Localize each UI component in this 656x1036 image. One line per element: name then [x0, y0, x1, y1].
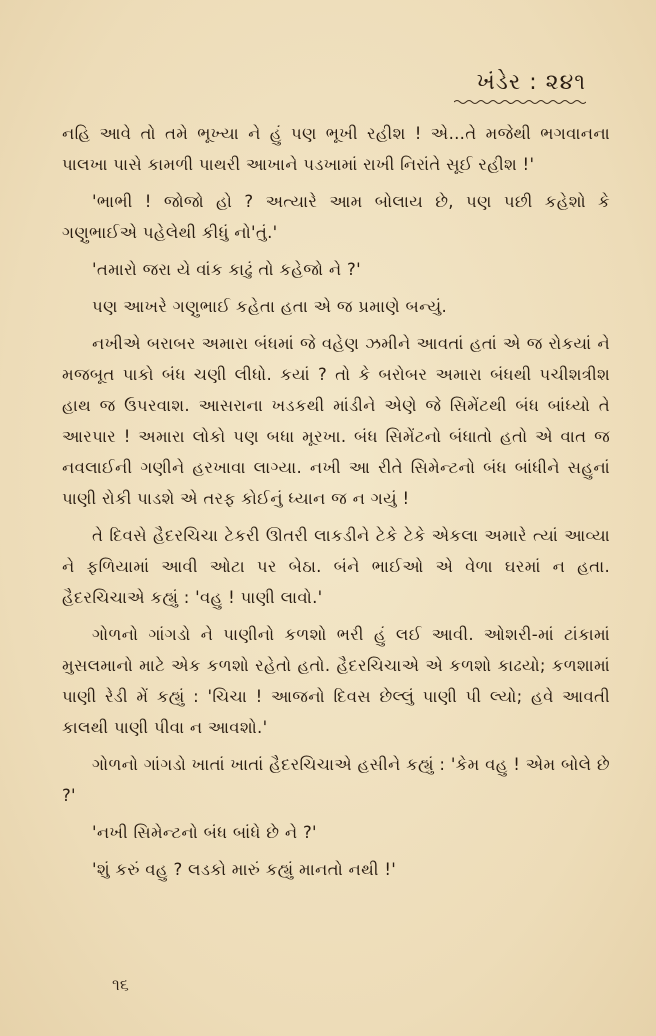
- paragraph: નહિ આવે તો તમે ભૂખ્યા ને હું પણ ભૂખી રહીશ ! એ…તે મજેથી ભગવાનના પાલખા પાસે કામળી પાથરી આખાને પડખામાં રાખી નિરાંતે સૂઈ રહીશ !': [62, 124, 610, 174]
- decorative-wavy-underline: [454, 99, 586, 105]
- paragraph: ગોળનો ગાંગડો ને પાણીનો કળશો ભરી હું લઈ આવી. ઓશરી-માં ટાંકામાં મુસલમાનો માટે એક કળશો રહેતો હતો. હૈદરચિચાએ એ કળશો કાઢયો; કળશામાં પાણી રેડી મેં કહ્યું : 'ચિચા ! આજનો દિવસ છેલ્લું પાણી પી લ્યો; હવે આવતી કાલથી પાણી પીવા ન આવશો.': [62, 625, 610, 737]
- paragraph: તે દિવસે હૈદરચિચા ટેકરી ઊતરી લાકડીને ટેકે ટેકે એકલા અમારે ત્યાં આવ્યા ને ફળિયામાં આવી ઓટા પર બેઠા. બંને ભાઈઓ એ વેળા ઘરમાં ન હતા. હૈદરચિચાએ કહ્યું : 'વહુ ! પાણી લાવો.': [62, 526, 610, 607]
- paragraph: 'તમારો જરા યે વાંક કાઢું તો કહેજો ને ?': [92, 260, 361, 279]
- running-header: [454, 70, 586, 105]
- body-text: [62, 118, 610, 891]
- paragraph: પણ આખરે ગણુભાઈ કહેતા હતા એ જ પ્રમાણે બન્યું.: [92, 297, 448, 316]
- paragraph: 'ભાભી ! જોજો હો ? અત્યારે આમ બોલાય છે, પણ પછી કહેશો કે ગણુભાઈએ પહેલેથી કીધું નો'તું.': [62, 192, 610, 242]
- paragraph: ગોળનો ગાંગડો ખાતાં ખાતાં હૈદરચિચાએ હસીને કહ્યું : 'કેમ વહુ ! એમ બોલે છે ?': [62, 755, 610, 805]
- page-number: ૧૬: [112, 975, 129, 994]
- paragraph: 'શું કરું વહુ ? લડકો મારું કહ્યું માનતો નથી !': [92, 860, 397, 879]
- running-title: ખંડેર : ૨૪૧: [476, 70, 586, 95]
- paragraph: નખીએ બરાબર અમારા બંધમાં જે વહેણ ઝમીને આવતાં હતાં એ જ રોકયાં ને મજબૂત પાકો બંધ ચણી લીધો. કયાં ? તો કે બરોબર અમારા બંધથી પચીશત્રીશ હાથ જ ઉપરવાશ. આસરાના ખડકથી માંડીને એણે જે સિમેંટથી બંધ બાંધ્યો તે આરપાર ! અમારા લોકો પણ બધા મૂરખા. બંધ સિમેંટનો બંધાતો હતો એ વાત જ નવલાઈની ગણીને હરખાવા લાગ્યા. નખી આ રીતે સિમેન્ટનો બંધ બાંધીને સહુનાં પાણી રોકી પાડશે એ તરફ કોઈનું ધ્યાન જ ન ગયું !: [62, 334, 610, 508]
- paragraph: 'નખી સિમેન્ટનો બંધ બાંધે છે ને ?': [92, 823, 317, 842]
